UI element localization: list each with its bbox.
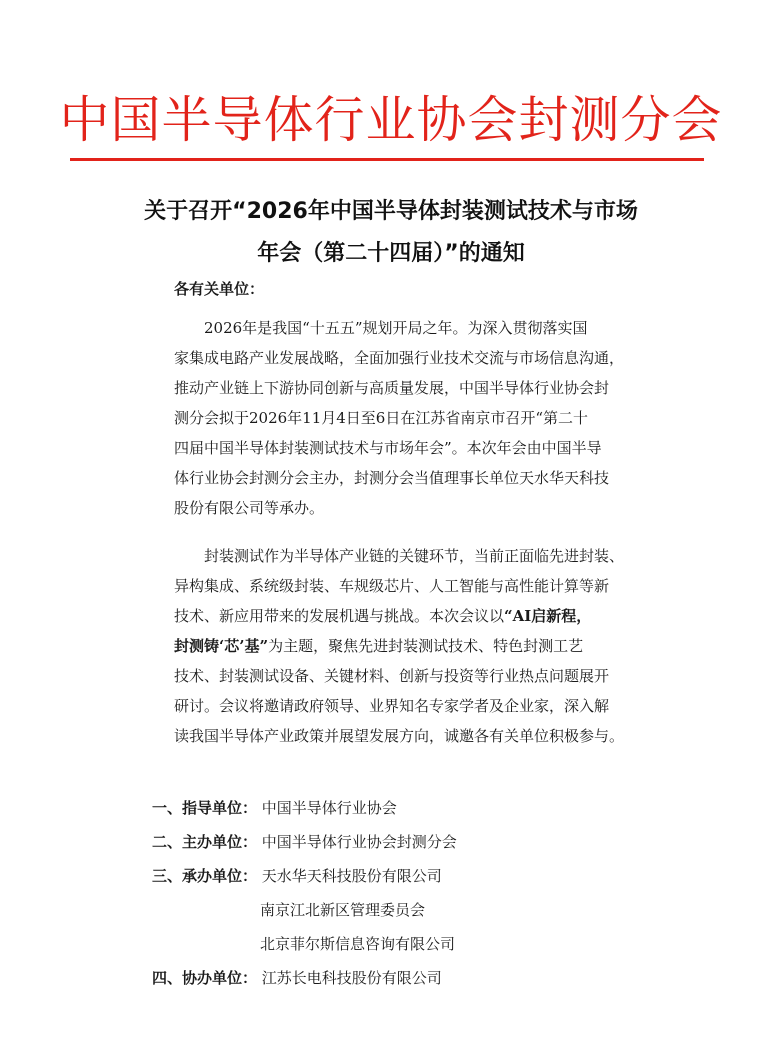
item-label: 二、主办单位： — [152, 833, 258, 851]
header-red-rule — [70, 158, 704, 161]
organizer-item-co-organizer — [152, 966, 442, 990]
paragraph-line: 四届中国半导体封装测试技术与市场年会”。本次年会由中国半导 — [174, 439, 602, 457]
paragraph-line: 研讨。会议将邀请政府领导、业界知名专家学者及企业家，深入解 — [174, 697, 610, 715]
paragraph-intro — [174, 313, 644, 523]
item-value-continuation: 南京江北新区管理委员会 — [260, 901, 426, 919]
organization-header: 中国半导体行业协会封测分会 — [59, 91, 723, 149]
item-label: 一、指导单位： — [152, 799, 258, 817]
paragraph-line: 测分会拟于2026年11月4日至6日在江苏省南京市召开“第二十 — [174, 409, 589, 427]
paragraph-text: 技术、新应用带来的发展机遇与挑战。本次会议以 — [174, 607, 505, 625]
paragraph-line: 股份有限公司等承办。 — [174, 499, 325, 517]
paragraph-theme — [174, 541, 644, 751]
paragraph-text: 为主题，聚焦先进封装测试技术、特色封测工艺 — [268, 637, 584, 655]
organizer-item-guidance — [152, 796, 397, 820]
paragraph-line: 读我国半导体产业政策并展望发展方向，诚邀各有关单位积极参与。 — [174, 727, 625, 745]
item-value: 江苏长电科技股份有限公司 — [261, 969, 442, 987]
organizer-item-host — [152, 830, 457, 854]
item-label: 四、协办单位： — [152, 969, 258, 987]
paragraph-line: 体行业协会封测分会主办，封测分会当值理事长单位天水华天科技 — [174, 469, 610, 487]
notice-title-line-2: 年会（第二十四届）”的通知 — [257, 241, 525, 266]
paragraph-line: 技术、封装测试设备、关键材料、创新与投资等行业热点问题展开 — [174, 667, 610, 685]
notice-title-line-1: 关于召开“2026年中国半导体封装测试技术与市场 — [144, 199, 638, 224]
item-value-continuation: 北京菲尔斯信息咨询有限公司 — [260, 935, 456, 953]
paragraph-line: 家集成电路产业发展战略，全面加强行业技术交流与市场信息沟通， — [174, 349, 625, 367]
conference-theme-part-1: “AI启新程， — [504, 607, 592, 625]
paragraph-line — [174, 601, 644, 631]
item-value: 天水华天科技股份有限公司 — [261, 867, 442, 885]
item-value: 中国半导体行业协会封测分会 — [261, 833, 457, 851]
paragraph-line: 封装测试作为半导体产业链的关键环节，当前正面临先进封装、 — [204, 547, 625, 565]
paragraph-line: 推动产业链上下游协同创新与高质量发展，中国半导体行业协会封 — [174, 379, 610, 397]
paragraph-line: 异构集成、系统级封装、车规级芯片、人工智能与高性能计算等新 — [174, 577, 610, 595]
item-value: 中国半导体行业协会 — [261, 799, 397, 817]
salutation: 各有关单位： — [174, 280, 265, 298]
organizer-item-undertaker — [152, 864, 442, 888]
paragraph-line — [174, 631, 644, 661]
paragraph-line: 2026年是我国“十五五”规划开局之年。为深入贯彻落实国 — [204, 319, 588, 337]
conference-theme-part-2: 封测铸‘芯’基” — [174, 637, 269, 655]
item-label: 三、承办单位： — [152, 867, 258, 885]
